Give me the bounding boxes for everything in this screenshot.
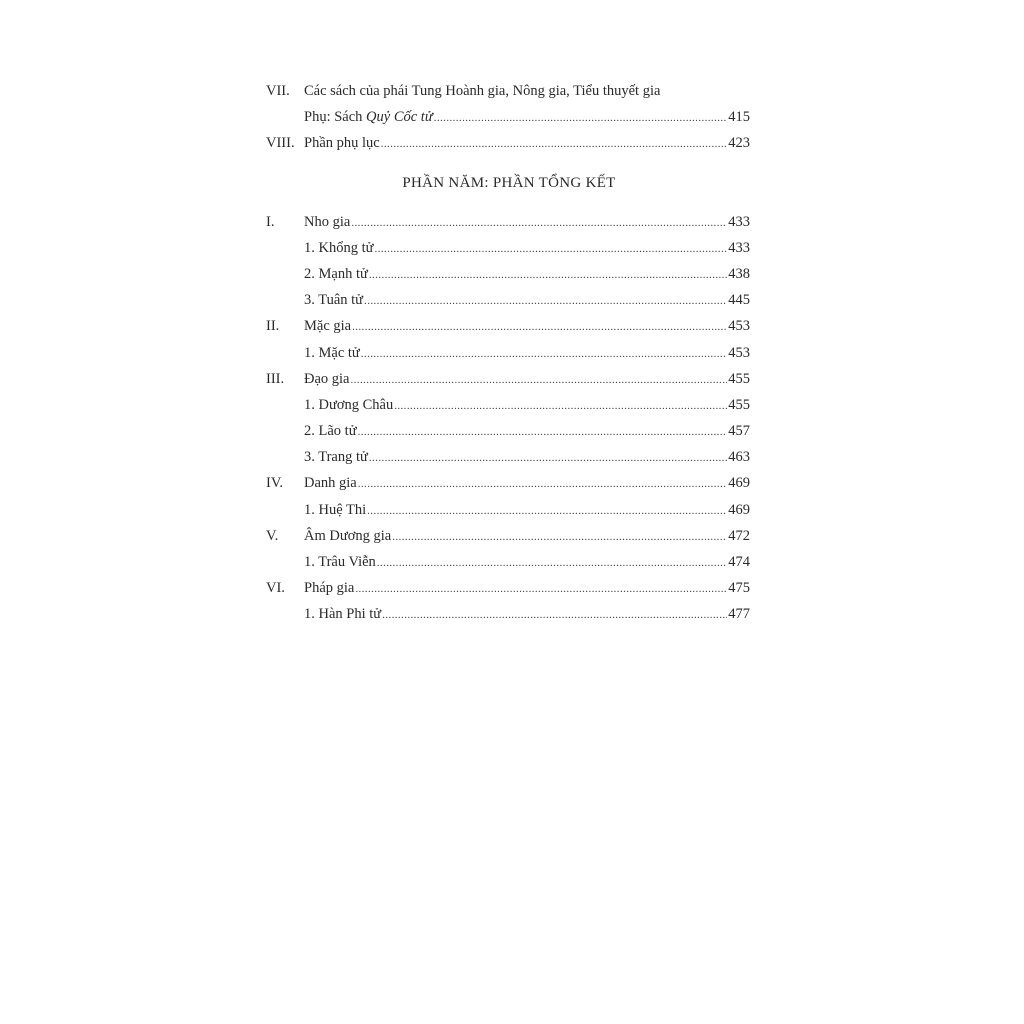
- toc-entry-title: [304, 104, 433, 130]
- toc-subentry: [266, 235, 750, 261]
- section-heading: PHẦN NĂM: PHẦN TỔNG KẾT: [402, 174, 616, 191]
- toc-entry-title: 1. Dương Châu: [304, 396, 394, 413]
- toc-entry-page: 445: [728, 292, 750, 309]
- toc-subentry: [266, 549, 750, 575]
- toc-entry-number: IV.: [266, 475, 284, 492]
- dot-leader: [392, 524, 727, 550]
- toc-entry-number: VI.: [266, 580, 285, 597]
- toc-entry-title: Âm Dương gia: [304, 527, 392, 544]
- toc-entry-page: 469: [728, 501, 750, 518]
- toc-entry-page: 453: [728, 318, 750, 335]
- dot-leader: [382, 602, 727, 628]
- toc-entry-vii-appendix: [266, 104, 750, 130]
- toc-entry-title: Pháp gia: [304, 580, 355, 597]
- dot-leader: [369, 262, 727, 288]
- dot-leader: [352, 314, 727, 340]
- toc-entry-title: 1. Huệ Thi: [304, 501, 367, 518]
- toc-subentry: [266, 418, 750, 444]
- toc-entry: [266, 575, 750, 601]
- toc-subentry: [266, 601, 750, 627]
- toc-entry-viii: [266, 130, 750, 156]
- toc-entry-title: 1. Khổng tử: [304, 239, 374, 256]
- toc-entry-title: 2. Mạnh tử: [304, 265, 368, 282]
- toc-entry-number: VII.: [266, 83, 290, 99]
- dot-leader: [355, 576, 727, 602]
- toc-entry-page: 472: [728, 527, 750, 544]
- dot-leader: [351, 367, 728, 393]
- toc-entry-page: 453: [728, 344, 750, 361]
- dot-leader: [351, 210, 727, 236]
- toc-entry-title-italic: Quỷ Cốc tử: [366, 109, 433, 126]
- toc-subentry: [266, 287, 750, 313]
- toc-entry-title: 3. Tuân tử: [304, 292, 364, 309]
- toc-entry-page: 463: [728, 449, 750, 466]
- toc-entry-title: 2. Lão tử: [304, 423, 357, 440]
- toc-entry-number: I.: [266, 213, 275, 230]
- toc-list-part5: [266, 209, 750, 628]
- toc-entry-title: Đạo gia: [304, 370, 350, 387]
- toc-entry-title: Các sách của phái Tung Hoành gia, Nông gia, Tiểu thuyết gia: [304, 83, 661, 99]
- toc-entry-vii: [266, 78, 750, 104]
- toc-entry-number: VIII.: [266, 135, 295, 152]
- toc-entry-page: 438: [728, 265, 750, 282]
- toc-subentry: [266, 392, 750, 418]
- dot-leader: [377, 550, 727, 576]
- dot-leader: [394, 393, 727, 419]
- toc-entry-title: 3. Trang tử: [304, 449, 368, 466]
- toc-entry: [266, 470, 750, 496]
- toc-entry-title: Mặc gia: [304, 318, 352, 335]
- dot-leader: [434, 105, 728, 131]
- toc-entry: [266, 366, 750, 392]
- toc-subentry: [266, 497, 750, 523]
- dot-leader: [367, 498, 727, 524]
- toc-entry-page: 469: [728, 475, 750, 492]
- toc-entry-title: Nho gia: [304, 213, 351, 230]
- dot-leader: [381, 131, 728, 157]
- dot-leader: [358, 471, 728, 497]
- toc-entry-page: 457: [728, 423, 750, 440]
- toc-subentry: [266, 444, 750, 470]
- toc-entry: [266, 523, 750, 549]
- toc-entry-title: 1. Mặc tử: [304, 344, 360, 361]
- toc-entry-title: 1. Hàn Phi tử: [304, 606, 382, 623]
- toc-entry-page: 415: [728, 109, 750, 126]
- toc-entry-page: 423: [728, 135, 750, 152]
- dot-leader: [374, 236, 727, 262]
- dot-leader: [358, 419, 728, 445]
- toc-subentry: [266, 261, 750, 287]
- toc-entry: [266, 209, 750, 235]
- toc-entry-page: 475: [728, 580, 750, 597]
- toc-entry-number: II.: [266, 318, 280, 335]
- toc-entry-page: 433: [728, 213, 750, 230]
- table-of-contents: [266, 78, 750, 628]
- toc-entry-page: 433: [728, 239, 750, 256]
- dot-leader: [361, 341, 727, 367]
- dot-leader: [369, 445, 727, 471]
- toc-entry: [266, 313, 750, 339]
- toc-entry-title: Danh gia: [304, 475, 357, 492]
- toc-entry-title: 1. Trâu Viễn: [304, 554, 376, 570]
- toc-entry-page: 455: [728, 396, 750, 413]
- dot-leader: [364, 288, 727, 314]
- toc-entry-number: III.: [266, 370, 285, 387]
- toc-entry-title-prefix: Phụ: Sách: [304, 109, 367, 126]
- toc-entry-number: V.: [266, 527, 279, 544]
- toc-entry-page: 477: [728, 606, 750, 623]
- toc-entry-title: Phần phụ lục: [304, 135, 380, 152]
- toc-entry-page: 455: [728, 370, 750, 387]
- toc-subentry: [266, 340, 750, 366]
- toc-entry-page: 474: [728, 554, 750, 570]
